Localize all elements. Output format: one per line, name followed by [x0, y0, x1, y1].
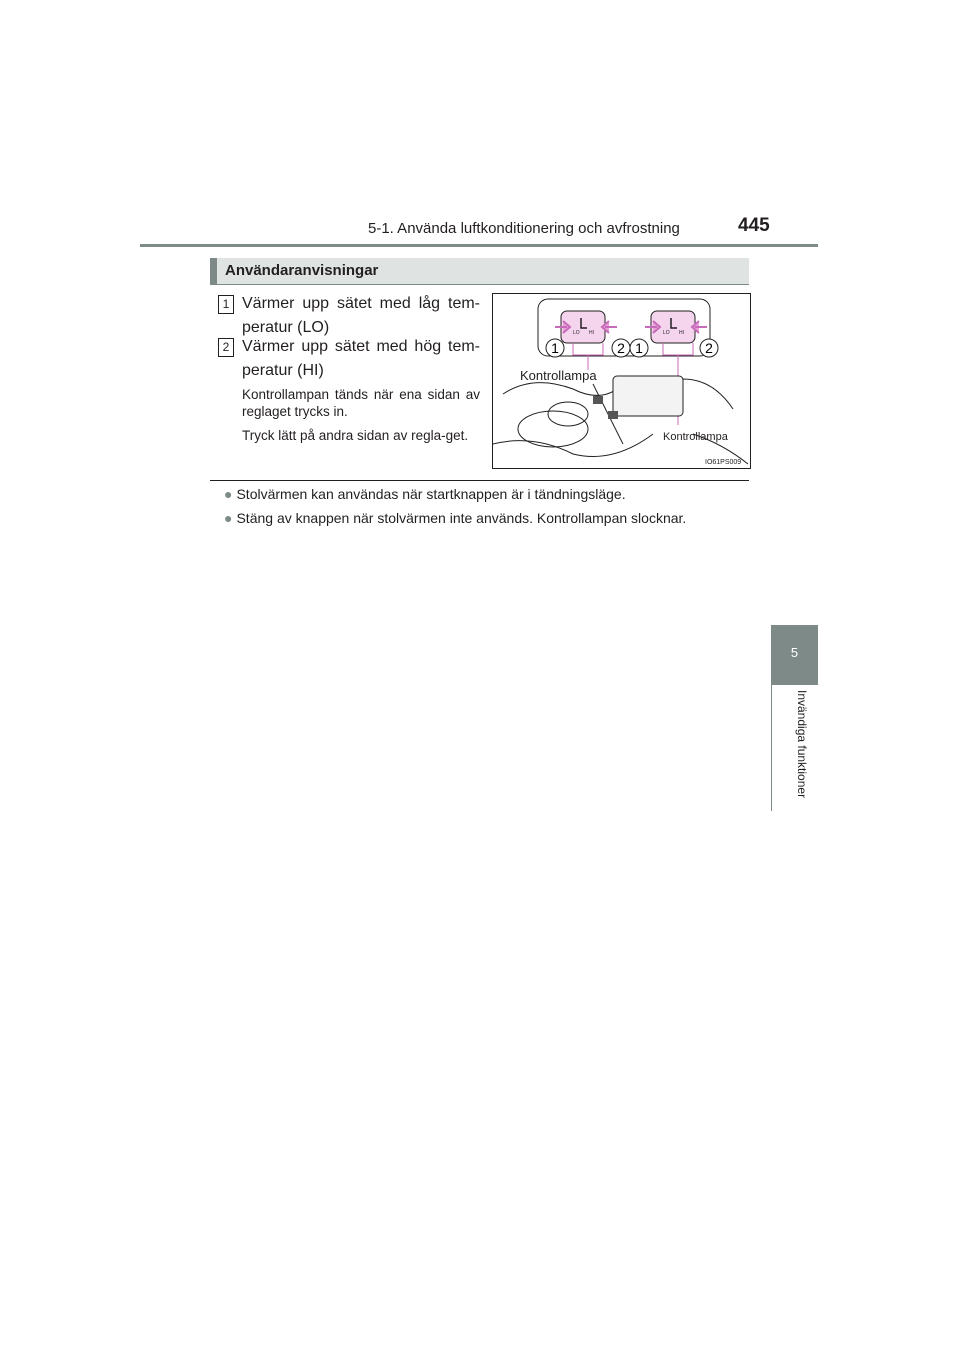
note-2: Tryck lätt på andra sidan av regla-get. — [242, 428, 469, 443]
left-switch-lo: LO — [573, 330, 580, 336]
right-switch-lo: LO — [663, 330, 670, 336]
instruction-item-1 — [218, 292, 480, 340]
chapter-label: Invändiga funktioner — [795, 690, 809, 799]
bullet-item-1 — [224, 486, 626, 502]
figure-number-2b: 2 — [705, 340, 713, 356]
seat-heater-illustration — [492, 293, 751, 469]
header-rule — [140, 244, 818, 247]
section-heading-bar — [210, 258, 749, 285]
item-text-1: Värmer upp sätet med låg tem-peratur (LO) — [242, 295, 480, 336]
figure-number-1a: 1 — [551, 340, 559, 356]
bullet-item-2 — [224, 510, 686, 526]
right-switch-hi: HI — [679, 330, 684, 336]
section-title: Användaranvisningar — [225, 262, 379, 279]
callout-left: Kontrollampa — [520, 368, 597, 383]
item-number-1: 1 — [218, 295, 234, 314]
bullet-icon: ● — [224, 510, 233, 526]
bullet-icon: ● — [224, 486, 233, 502]
figure-number-2a: 2 — [617, 340, 625, 356]
chapter-tab — [771, 625, 818, 685]
figure-code: IO61PS009 — [705, 459, 742, 466]
running-header-title: 5-1. Använda luftkonditionering och avfrostning — [368, 220, 680, 237]
bullet-text-2: Stäng av knappen när stolvärmen inte används. Kontrollampan slocknar. — [236, 510, 687, 526]
note-1: Kontrollampan tänds när ena sidan av reglaget trycks in. — [242, 387, 480, 419]
callout-right: Kontrollampa — [663, 431, 728, 443]
section-heading-accent — [210, 258, 217, 284]
left-switch-hi: HI — [589, 330, 594, 336]
bullet-text-1: Stolvärmen kan användas när startknappen är i tändningsläge. — [236, 486, 626, 502]
seat-heater-drawing — [493, 294, 750, 468]
item-number-2: 2 — [218, 338, 234, 357]
section-bottom-rule — [210, 480, 749, 481]
figure-number-1b: 1 — [635, 340, 643, 356]
instruction-item-2 — [218, 335, 480, 383]
chapter-number: 5 — [790, 645, 799, 660]
item-text-2: Värmer upp sätet med hög tem-peratur (HI) — [242, 338, 480, 379]
page-number: 445 — [738, 215, 770, 236]
